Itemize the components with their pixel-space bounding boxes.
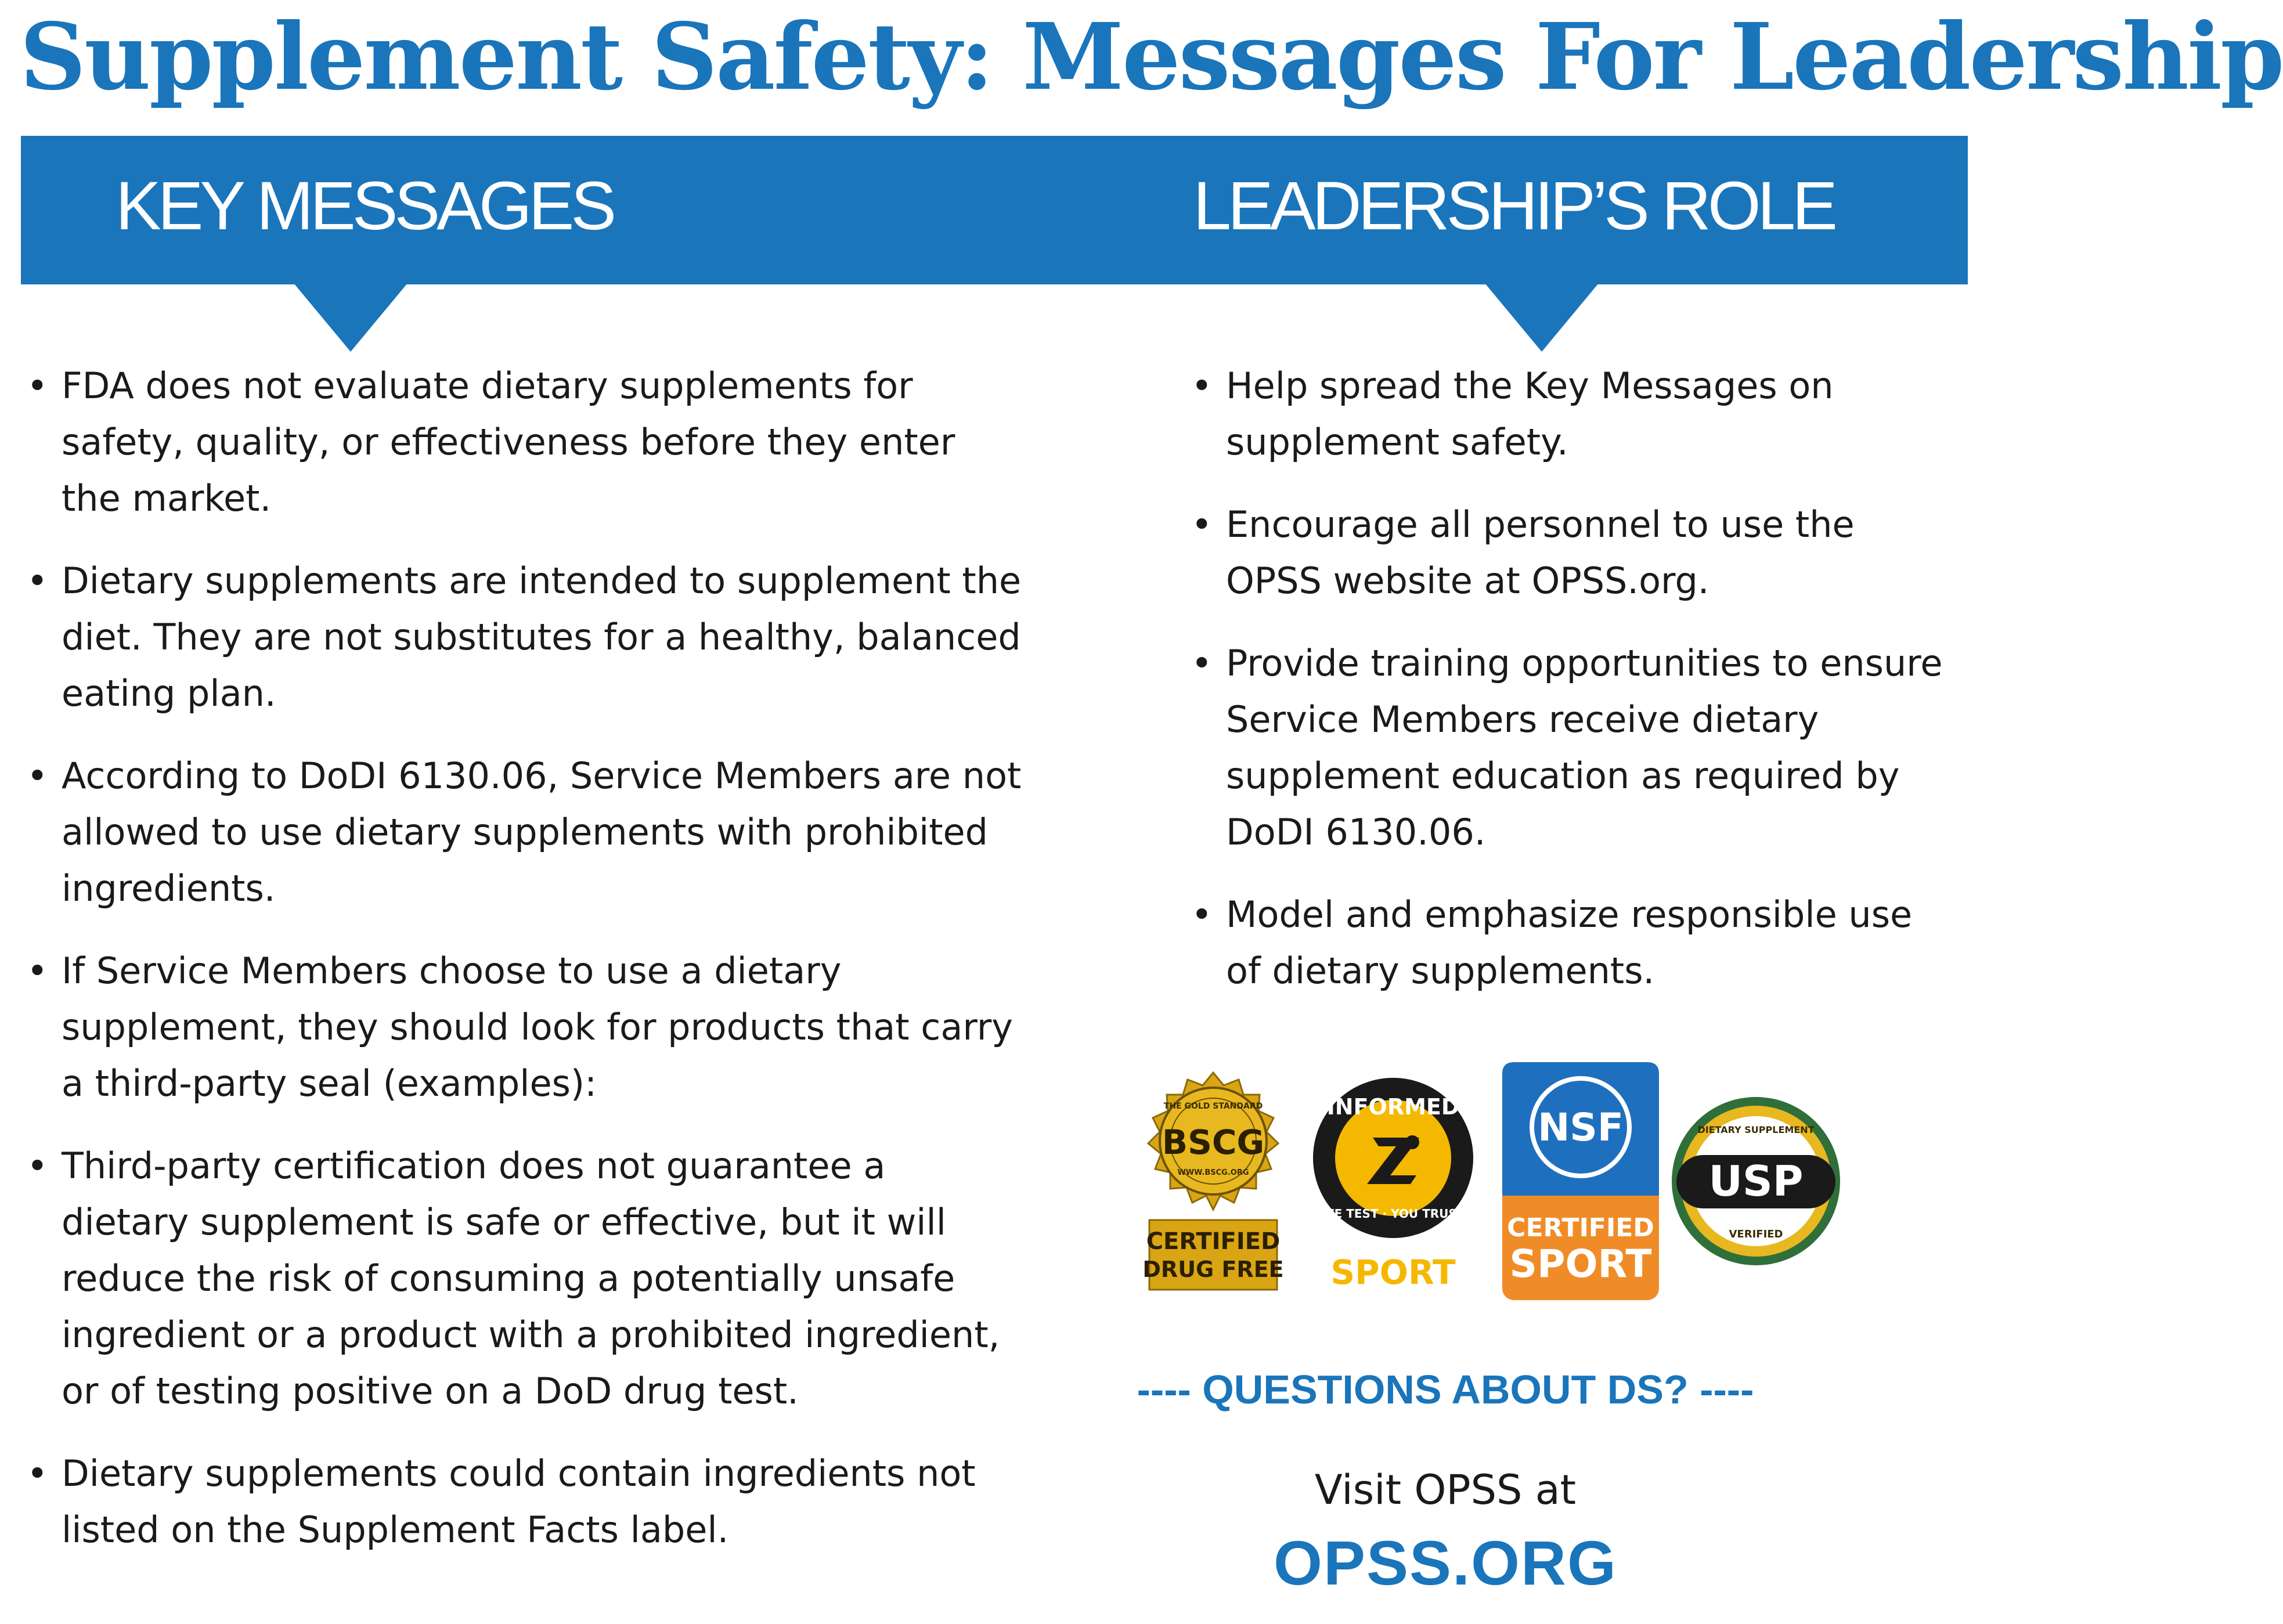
bscg-main-text: BSCG [1162,1123,1265,1162]
bscg-url-text: WWW.BSCG.ORG [1177,1168,1249,1177]
key-message-item: • Third-party certification does not guarantee a dietary supplement is safe or effective, but it will reduce the risk of consuming a potentially unsafe ingredient or a product with a prohibited ingredient, or of testing positive on a DoD drug test. [24,1138,1023,1419]
nsf-certified-sport-seal-icon [1502,1062,1659,1300]
leadership-role-list [1189,358,1955,1025]
third-party-seals [1132,1062,1840,1306]
key-messages-pointer [294,283,407,352]
usp-verified-seal-icon [1672,1091,1840,1271]
leadership-role-item: • Provide training opportunities to ensure Service Members receive dietary supplement education as required by DoDI 6130.06. [1189,635,1955,860]
bscg-line2-text: DRUG FREE [1142,1257,1284,1282]
header-banner [21,136,1968,284]
nsf-main-text: NSF [1538,1105,1624,1150]
key-message-item: • According to DoDI 6130.06, Service Members are not allowed to use dietary supplements with prohibited ingredients. [24,748,1023,916]
leadership-role-heading: LEADERSHIP’S ROLE [1193,168,1834,244]
opss-website-link[interactable]: OPSS.ORG [1273,1528,1618,1598]
nsf-line1-text: CERTIFIED [1507,1213,1654,1243]
key-message-item: • If Service Members choose to use a dietary supplement, they should look for products that carry a third-party seal (examples): [24,943,1023,1111]
bscg-line1-text: CERTIFIED [1146,1228,1281,1255]
nsf-line2-text: SPORT [1509,1242,1652,1286]
usp-main-text: USP [1708,1157,1804,1206]
key-messages-list [24,358,1023,1584]
usp-top-text: DIETARY SUPPLEMENT [1697,1124,1815,1135]
informed-bottom-text: SPORT [1330,1253,1456,1292]
usp-bottom-text: VERIFIED [1729,1228,1783,1240]
informed-ring-text: WE TEST · YOU TRUST [1321,1207,1465,1221]
bscg-seal-icon [1132,1068,1294,1294]
key-message-item: • Dietary supplements are intended to supplement the diet. They are not substitutes for a healthy, balanced eating plan. [24,553,1023,721]
page-title: Supplement Safety: Messages For Leadership [20,3,2283,111]
informed-sport-seal-icon [1309,1074,1477,1294]
key-message-item: • FDA does not evaluate dietary supplements for safety, quality, or effectiveness before they enter the market. [24,358,1023,526]
questions-heading: ---- QUESTIONS ABOUT DS? ---- [1137,1367,1754,1412]
leadership-role-item: • Encourage all personnel to use the OPSS website at OPSS.org. [1189,496,1955,609]
bscg-ring-text: THE GOLD STANDARD [1163,1102,1263,1111]
leadership-role-item: • Model and emphasize responsible use of dietary supplements. [1189,886,1955,999]
visit-opss-text: Visit OPSS at [1314,1466,1577,1514]
leadership-role-pointer [1485,283,1599,352]
key-messages-heading: KEY MESSAGES [116,168,614,244]
key-message-item: • Dietary supplements could contain ingredients not listed on the Supplement Facts label. [24,1445,1023,1558]
leadership-role-item: • Help spread the Key Messages on supplement safety. [1189,358,1955,470]
informed-top-text: INFORMED [1326,1094,1460,1120]
